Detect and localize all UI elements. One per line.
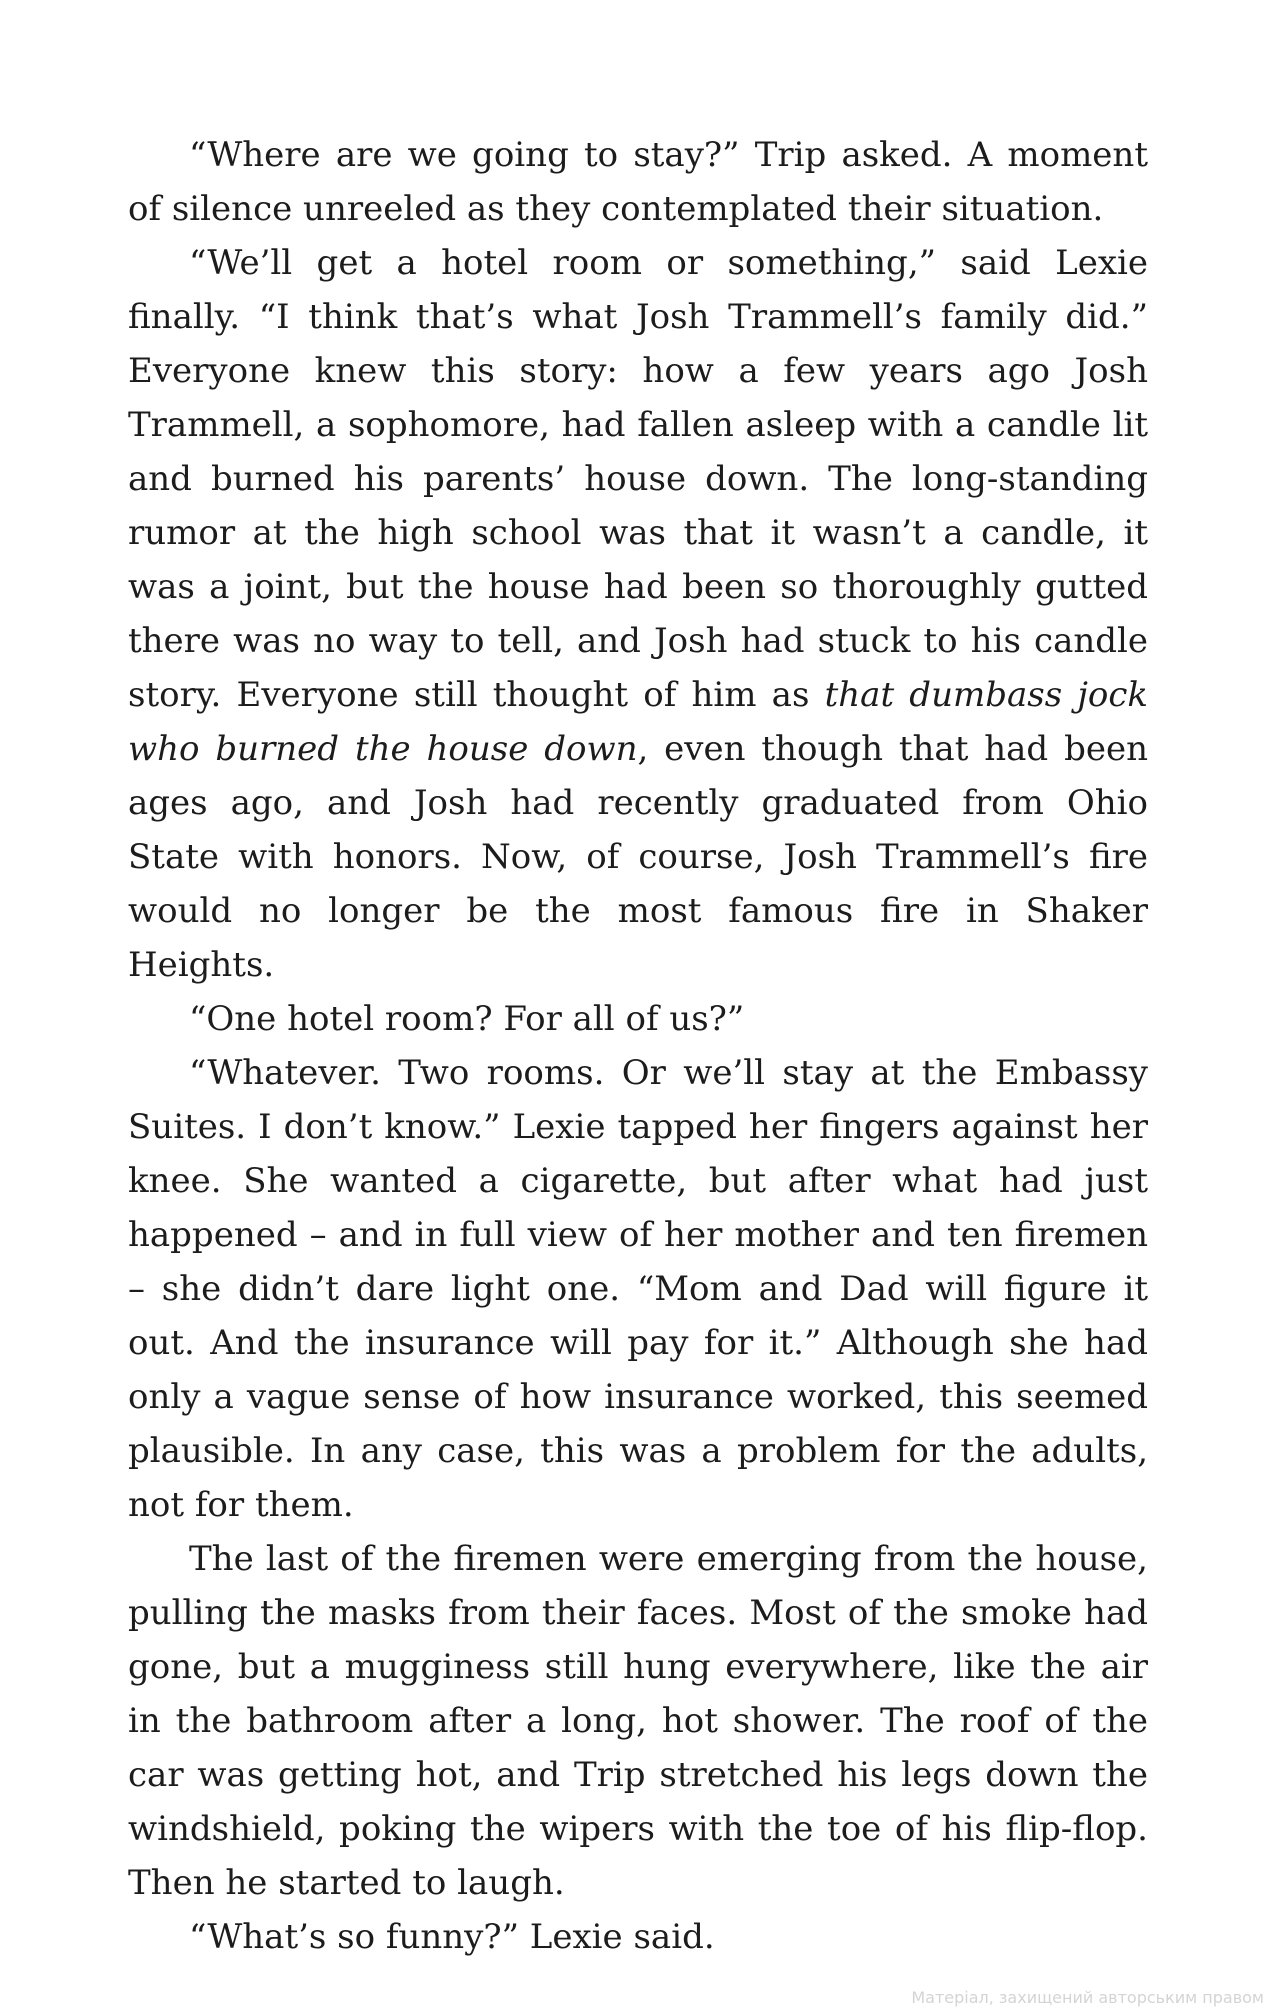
book-page (128, 128, 1148, 1964)
paragraph-4: “Whatever. Two rooms. Or we’ll stay at the Embassy Suites. I don’t know.” Lexie tapped her fingers against her knee. She wanted a cigarette, but after what had just happened – and in full view of her mother and ten firemen – she didn’t dare light one. “Mom and Dad will figure it out. And the insurance will pay for it.” Although she had only a vague sense of how insurance worked, this seemed plausible. In any case, this was a problem for the adults, not for them. (128, 1053, 1148, 1525)
paragraph-2-text-after: , even though that had been ages ago, and Josh had recently graduated from Ohio State with honors. Now, of course, Josh Trammell’s fire would no longer be the most famous fire in Shaker Heights. (128, 729, 1148, 985)
paragraph-2-text-before: “We’ll get a hotel room or something,” said Lexie finally. “I think that’s what Josh Trammell’s family did.” Everyone knew this story: how a few years ago Josh Trammell, a sophomore, had fallen asleep with a candle lit and burned his parents’ house down. The long-standing rumor at the high school was that it wasn’t a candle, it was a joint, but the house had been so thoroughly gutted there was no way to tell, and Josh had stuck to his candle story. Everyone still thought of him as (128, 243, 1148, 715)
paragraph-3: “One hotel room? For all of us?” (189, 999, 745, 1039)
paragraph-6: “What’s so funny?” Lexie said. (189, 1917, 715, 1957)
paragraph-2-italic-phrase: that dumbass jock who burned the house down (128, 675, 1148, 769)
copyright-watermark: Матеріал, захищений авторським правом (911, 1988, 1264, 2007)
paragraph-1: “Where are we going to stay?” Trip asked. A moment of silence unreeled as they contemplated their situation. (128, 135, 1148, 229)
paragraph-2 (128, 236, 1148, 992)
paragraph-5: The last of the firemen were emerging from the house, pulling the masks from their faces. Most of the smoke had gone, but a mugginess still hung everywhere, like the air in the bathroom after a long, hot shower. The roof of the car was getting hot, and Trip stretched his legs down the windshield, poking the wipers with the toe of his flip-flop. Then he started to laugh. (128, 1539, 1148, 1903)
